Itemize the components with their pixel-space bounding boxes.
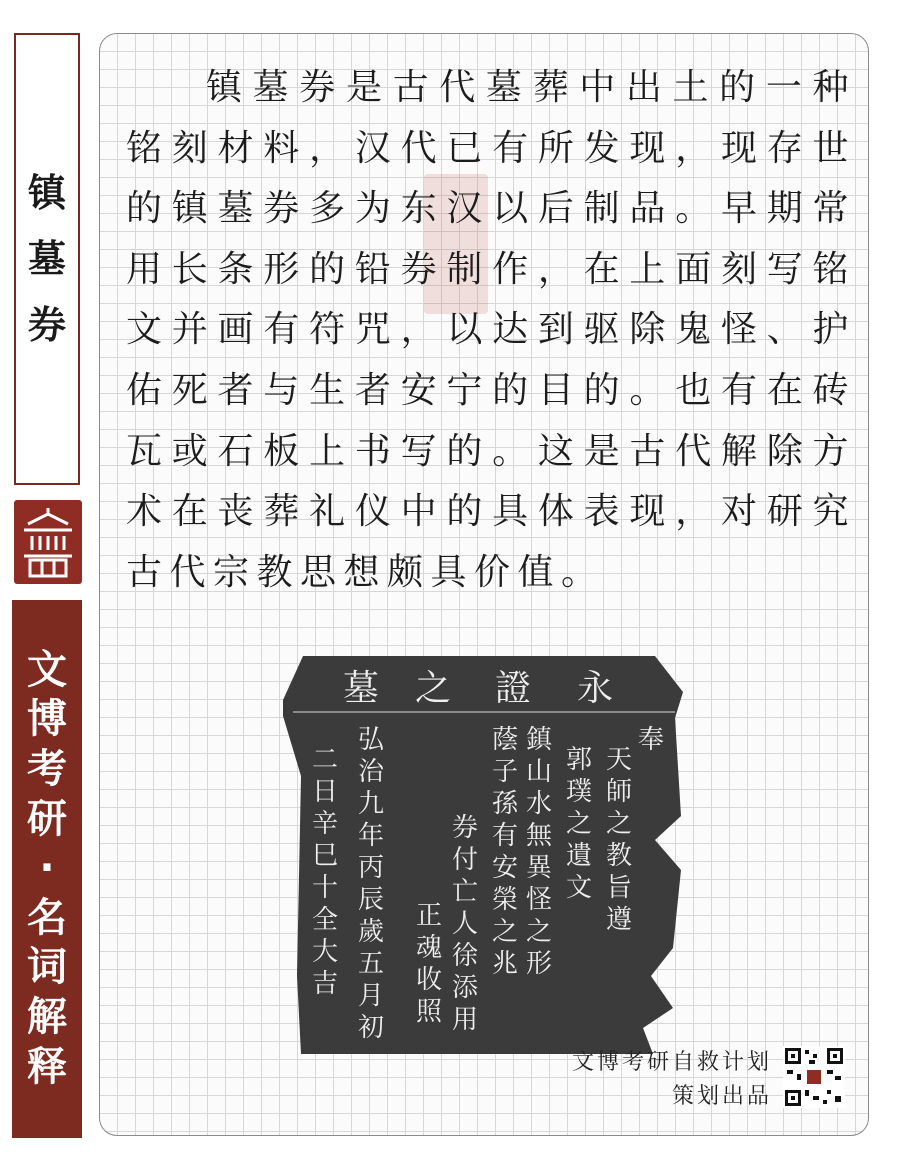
rubbing-char: 添 [451,973,479,1003]
banner-char: · [39,845,55,892]
title-box [14,33,80,485]
seal-logo [14,500,82,584]
rubbing-char: 收 [415,965,443,995]
rubbing-char: 無 [525,821,553,851]
rubbing-char: 怪 [525,885,553,915]
rubbing-char: 五 [357,949,385,979]
rubbing-char: 辛 [311,809,339,839]
rubbing-char: 之 [565,809,593,839]
banner-char: 文 [27,646,67,693]
banner-char: 名 [27,894,67,941]
rubbing-char: 全 [311,905,339,935]
rubbing-char: 之 [525,917,553,947]
rubbing-char: 用 [451,1005,479,1035]
rubbing-char: 鎮 [525,725,553,755]
banner-char: 博 [27,696,67,743]
rubbing-char: 亡 [451,877,479,907]
rubbing-char: 丙 [357,853,385,883]
rubbing-header-char: 永 [576,668,614,709]
rubbing-char: 子 [491,757,519,787]
rubbing-char: 旨 [605,873,633,903]
rubbing-char: 徐 [451,941,479,971]
rubbing-char: 月 [357,981,385,1011]
title-char: 券 [27,303,66,347]
rubbing-column [452,813,479,1035]
rubbing-char: 山 [525,757,553,787]
rubbing-char: 辰 [357,885,385,915]
rubbing-char: 魂 [415,933,443,963]
credit-line-2: 策划出品 [671,1084,772,1109]
rubbing-char: 水 [525,789,553,819]
rubbing-header-char: 墓 [342,668,380,709]
rubbing-char: 之 [605,809,633,839]
rubbing-char: 文 [565,873,593,903]
rubbing-char: 教 [605,841,633,871]
series-banner [12,600,82,1138]
rubbing-char: 師 [605,777,633,807]
banner-char: 解 [27,993,67,1040]
rubbing-char: 照 [415,997,443,1027]
credit-line-1: 文博考研自救计划 [571,1050,772,1075]
credit [572,1046,772,1114]
rubbing-header-char: 證 [494,668,532,709]
rubbing-char: 郭 [565,745,593,775]
rubbing-char: 璞 [565,777,593,807]
rubbing-char: 歲 [357,917,385,947]
rubbing-char: 遺 [565,841,593,871]
rubbing-char: 安 [491,853,519,883]
rubbing-char: 吉 [311,969,339,999]
rubbing-char: 異 [525,853,553,883]
rubbing-char: 初 [357,1013,385,1043]
rubbing-char: 奉 [637,725,665,755]
title-char: 镇 [27,171,66,215]
rubbing-char: 九 [357,789,385,819]
rubbing-char: 弘 [357,725,385,755]
title-char: 墓 [27,237,66,281]
rubbing-char: 年 [357,821,385,851]
banner-char: 词 [27,944,67,991]
rubbing-char: 孫 [491,789,519,819]
banner-char: 研 [27,795,67,842]
rubbing-char: 榮 [491,885,519,915]
rubbing-column [638,725,664,755]
seal-icon [14,500,82,584]
rubbing-char: 蔭 [491,725,519,755]
rubbing-char: 有 [491,821,519,851]
rubbing-char: 遵 [605,905,633,935]
definition-text: 镇墓券是古代墓葬中出土的一种铭刻材料，汉代已有所发现，现存世的镇墓券多为东汉以后制品。早期常用长条形的铅券制作，在上面刻写铭文并画有符咒，以达到驱除鬼怪、护佑死者与生者安宁的目的。也有在砖瓦或石板上书写的。这是古代解除方术在丧葬礼仪中的具体表现，对研究古代宗教思想颇具价值。 [126,67,856,593]
rubbing-char: 十 [311,873,339,903]
rubbing-char: 券 [451,813,479,843]
qr-code-icon[interactable] [783,1046,845,1108]
rubbing-header-char: 之 [414,668,452,709]
banner-char: 考 [27,746,67,793]
rubbing-char: 二 [311,745,339,775]
rubbing-char: 正 [415,901,443,931]
content-panel [99,33,869,1136]
rubbing-char: 人 [451,909,479,939]
rubbing-char: 巳 [311,841,339,871]
rubbing-image [283,656,683,1056]
rubbing-char: 治 [357,757,385,787]
rubbing-column [566,745,592,903]
banner-char: 释 [27,1043,67,1090]
rubbing-char: 形 [525,949,553,979]
rubbing-char: 付 [451,845,479,875]
rubbing-char: 之 [491,917,519,947]
rubbing-char: 大 [311,937,339,967]
rubbing-char: 日 [311,777,339,807]
rubbing-char: 天 [605,745,633,775]
rubbing-char: 兆 [491,949,519,979]
